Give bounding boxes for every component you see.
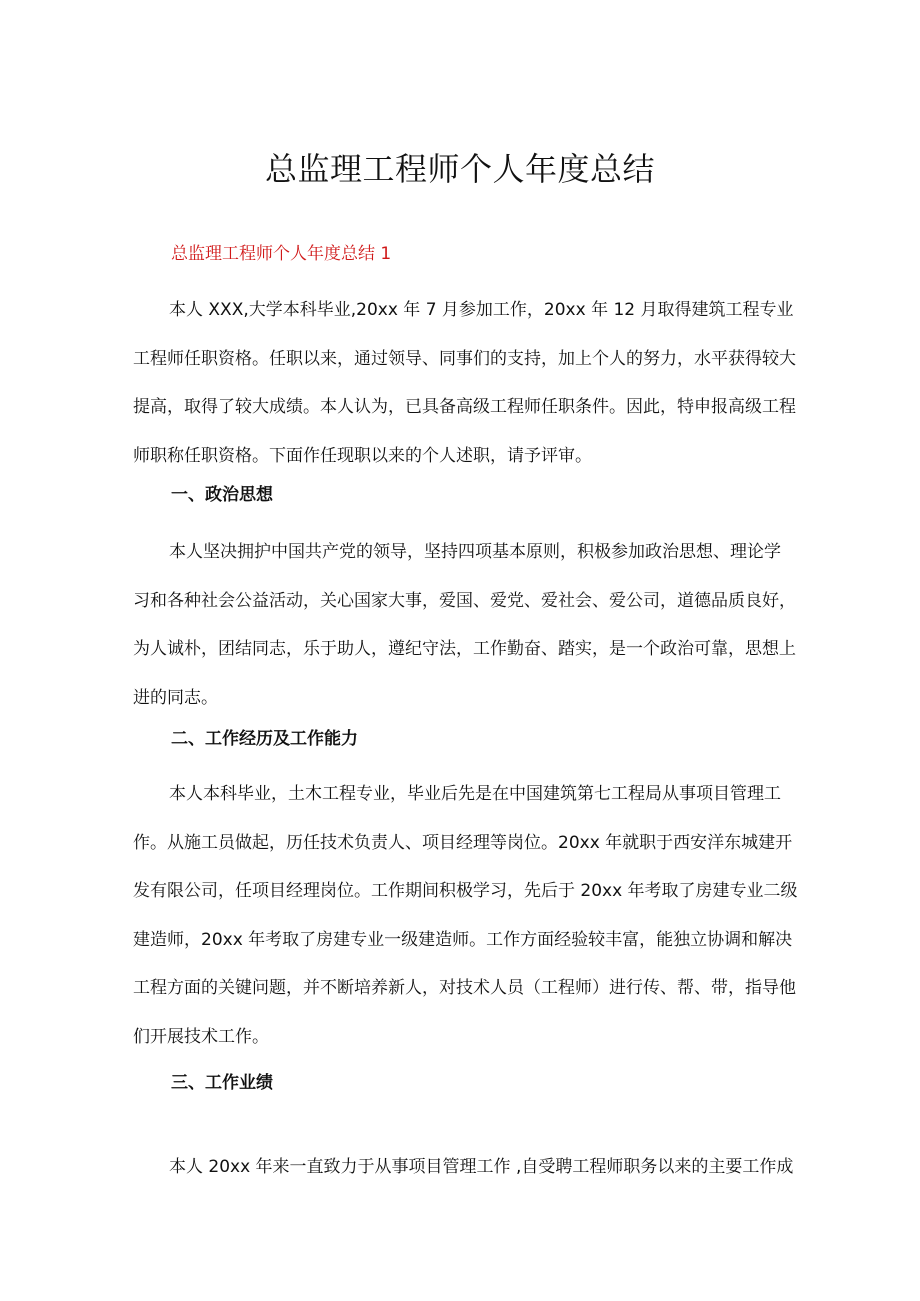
paragraph-line: 工程方面的关键问题，并不断培养新人，对技术人员（工程师）进行传、帮、带，指导他 — [133, 978, 796, 998]
paragraph-line: 建造师，20xx 年考取了房建专业一级建造师。工作方面经验较丰富，能独立协调和解决 — [133, 929, 793, 950]
section-heading-political: 一、政治思想 — [171, 485, 273, 505]
paragraph-line: 本人本科毕业，土木工程专业，毕业后先是在中国建筑第七工程局从事项目管理工 — [169, 784, 781, 804]
paragraph-line: 为人诚朴，团结同志，乐于助人，遵纪守法，工作勤奋、踏实，是一个政治可靠，思想上 — [133, 639, 796, 659]
paragraph-line: 进的同志。 — [133, 687, 218, 708]
paragraph-line: 作。从施工员做起，历任技术负责人、项目经理等岗位。20xx 年就职于西安洋东城建开 — [133, 832, 793, 853]
document-title: 总监理工程师个人年度总结 — [264, 150, 655, 188]
paragraph-line: 们开展技术工作。 — [133, 1026, 269, 1047]
paragraph-line: 本人 XXX,大学本科毕业,20xx 年 7 月参加工作，20xx 年 12 月取得建筑工程专业 — [169, 300, 794, 320]
section-paragraph-experience — [133, 770, 798, 1061]
paragraph-line: 师职称任职资格。下面作任现职以来的个人述职，请予评审。 — [133, 445, 592, 466]
paragraph-line: 工程师任职资格。任职以来，通过领导、同事们的支持，加上个人的努力，水平获得较大 — [133, 348, 796, 369]
intro-paragraph — [133, 286, 796, 480]
section-heading-experience: 二、工作经历及工作能力 — [171, 729, 358, 749]
section-paragraph-achievements — [133, 1143, 793, 1192]
section-heading-achievements: 三、工作业绩 — [171, 1073, 273, 1093]
paragraph-line: 发有限公司，任项目经理岗位。工作期间积极学习，先后于 20xx 年考取了房建专业二级 — [133, 881, 798, 901]
section-paragraph-political — [133, 528, 796, 722]
paragraph-line: 本人 20xx 年来一直致力于从事项目管理工作 ,自受聘工程师职务以来的主要工作成 — [169, 1157, 794, 1177]
paragraph-line: 提高，取得了较大成绩。本人认为，已具备高级工程师任职条件。因此，特申报高级工程 — [133, 397, 796, 417]
document-subtitle: 总监理工程师个人年度总结 1 — [171, 244, 392, 264]
paragraph-line: 本人坚决拥护中国共产党的领导，坚持四项基本原则，积极参加政治思想、理论学 — [169, 542, 781, 562]
paragraph-line: 习和各种社会公益活动，关心国家大事，爱国、爱党、爱社会、爱公司，道德品质良好， — [133, 590, 796, 611]
